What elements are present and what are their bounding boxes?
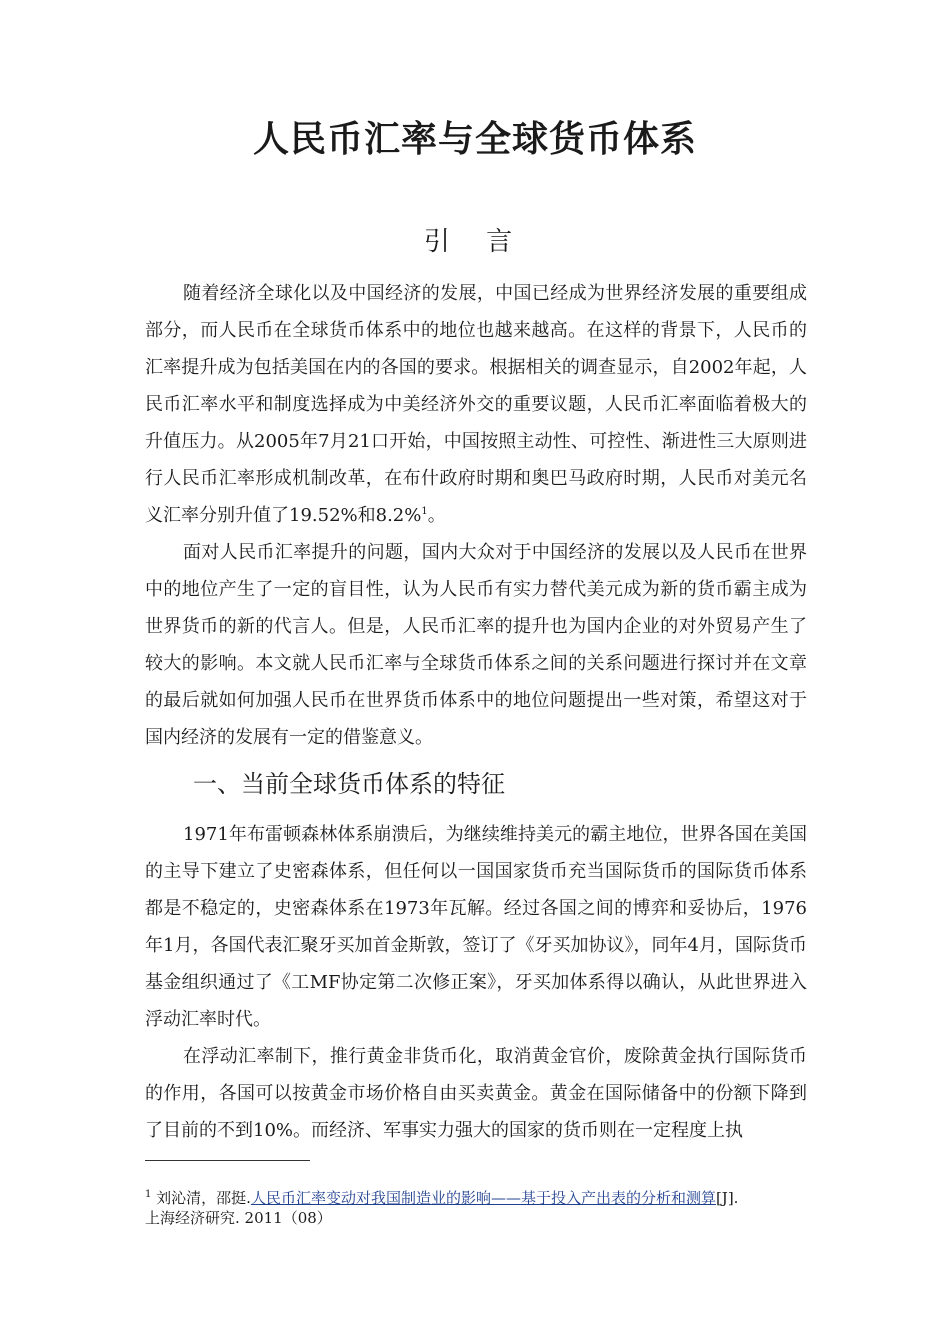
footnote-citation-link[interactable]: 人民币汇率变动对我国制造业的影响——基于投入产出表的分析和测算 [250, 1189, 716, 1207]
intro-heading: 引 言 [423, 227, 527, 257]
footnote-marker: 1 [145, 1189, 152, 1200]
intro-paragraph-2: 面对人民币汇率提升的问题，国内大众对于中国经济的发展以及人民币在世界中的地位产生了一定的盲目性，认为人民币有实力替代美元成为新的货币霸主成为世界货币的新的代言人。但是，人民币汇率的提升也为国内企业的对外贸易产生了较大的影响。本文就人民币汇率与全球货币体系之间的关系问题进行探讨并在文章的最后就如何加强人民币在世界货币体系中的地位问题提出一些对策，希望这对于国内经济的发展有一定的借鉴意义。 [145, 542, 807, 748]
footnote-journal: 上海经济研究. 2011（08） [145, 1209, 332, 1227]
intro-paragraph-1 [145, 275, 807, 534]
footnote-reference[interactable]: 1 [421, 506, 428, 517]
intro-paragraph-1-end: 。 [427, 505, 446, 526]
section-1-body [145, 816, 807, 1149]
footnote-type-tag: [J]. [715, 1189, 739, 1207]
document-title: 人民币汇率与全球货币体系 [252, 119, 697, 160]
footnote-authors: 刘沁清，邵挺. [156, 1189, 251, 1207]
section-1-paragraph-1: 1971年布雷顿森林体系崩溃后，为继续维持美元的霸主地位，世界各国在美国的主导下建立了史密森体系，但任何以一国国家货币充当国际货币的国际货币体系都是不稳定的，史密森体系在1973年瓦解。经过各国之间的博弈和妥协后，1976年1月，各国代表汇聚牙买加首金斯敦，签订了《牙买加协议》，同年4月，国际货币基金组织通过了《工MF协定第二次修正案》，牙买加体系得以确认，从此世界进入浮动汇率时代。 [145, 824, 807, 1030]
intro-section [145, 275, 807, 756]
intro-paragraph-1-text: 随着经济全球化以及中国经济的发展，中国已经成为世界经济发展的重要组成部分，而人民币在全球货币体系中的地位也越来越高。在这样的背景下，人民币的汇率提升成为包括美国在内的各国的要求。根据相关的调查显示，自2002年起，人民币汇率水平和制度选择成为中美经济外交的重要议题，人民币汇率面临着极大的升值压力。从2005年7月21口开始，中国按照主动性、可控性、渐进性三大原则进行人民币汇率形成机制改革，在布什政府时期和奥巴马政府时期，人民币对美元名义汇率分别升值了19.52%和8.2% [145, 283, 807, 526]
footnote-separator [145, 1160, 310, 1161]
footnote [145, 1188, 825, 1228]
section-1-heading: 一、当前全球货币体系的特征 [193, 770, 505, 798]
section-1-paragraph-2: 在浮动汇率制下，推行黄金非货币化，取消黄金官价，废除黄金执行国际货币的作用，各国可以按黄金市场价格自由买卖黄金。黄金在国际储备中的份额下降到了目前的不到10%。而经济、军事实力强大的国家的货币则在一定程度上执 [145, 1046, 807, 1141]
